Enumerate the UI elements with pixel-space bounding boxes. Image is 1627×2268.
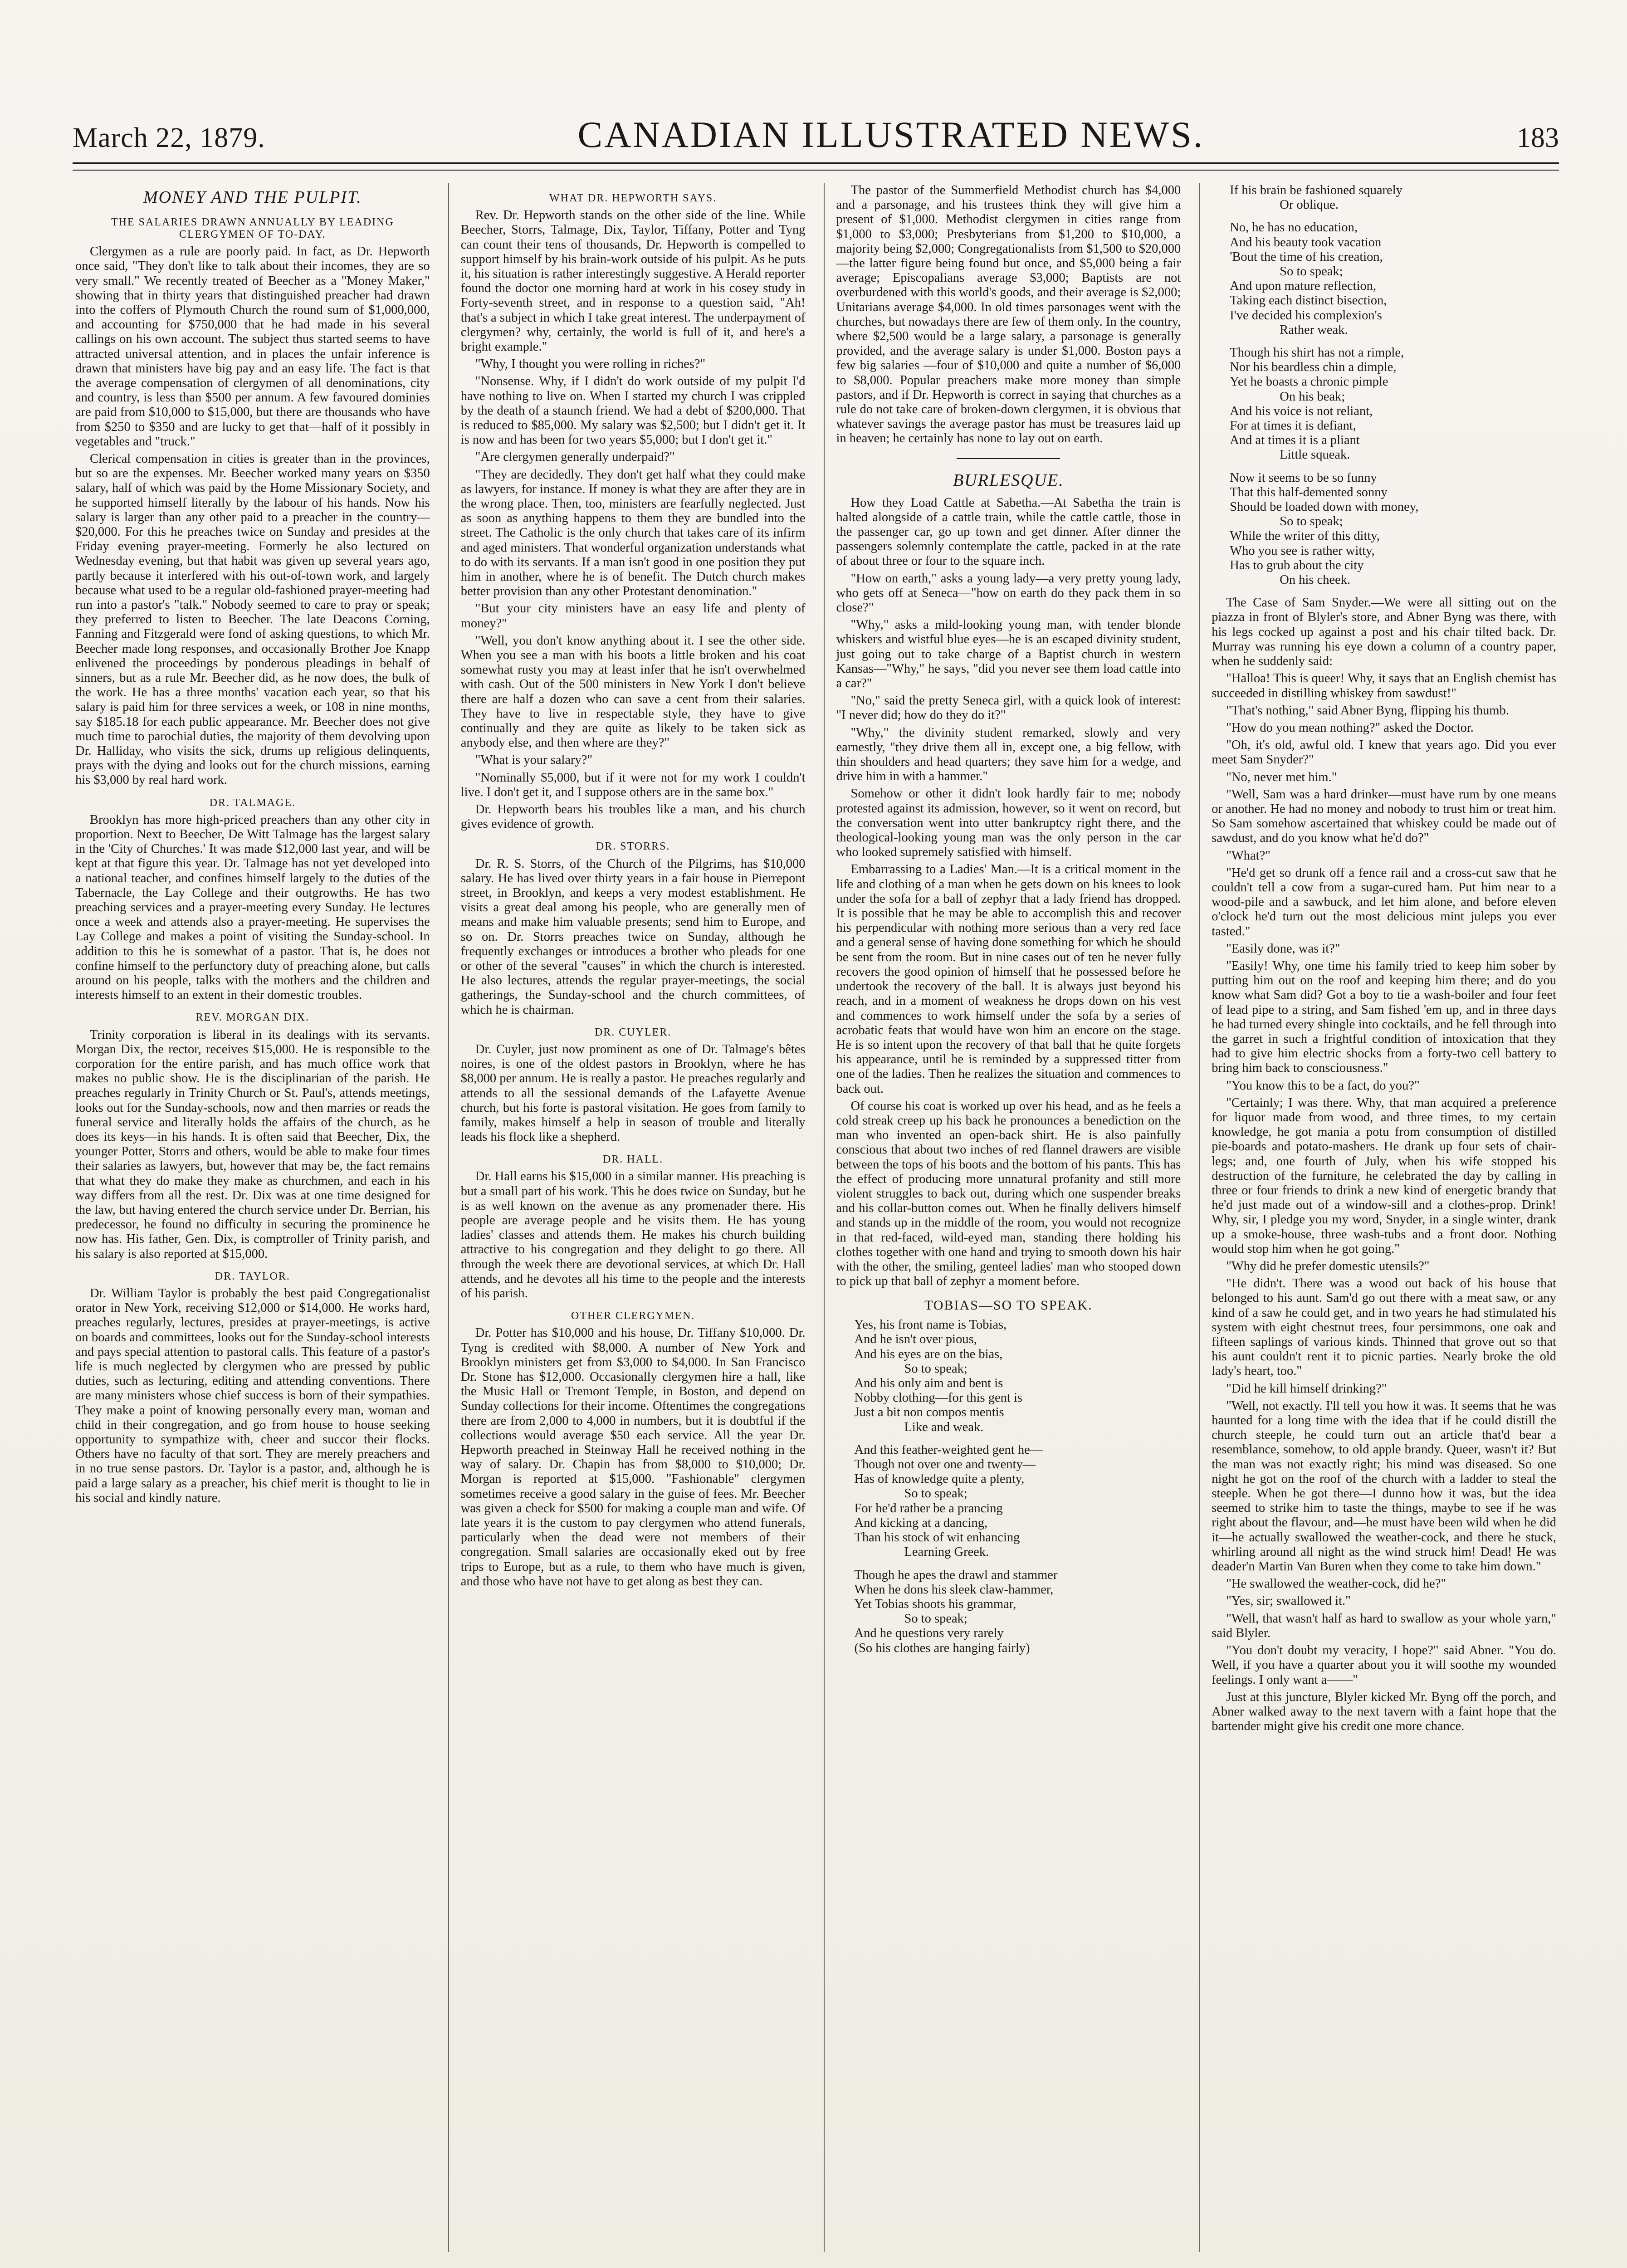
section-subhead: OTHER CLERGYMEN. bbox=[571, 1310, 695, 1322]
poem-line: On his cheek. bbox=[1280, 573, 1351, 587]
poem-line: Like and weak. bbox=[904, 1420, 984, 1434]
paragraph: Dr. R. S. Storrs, of the Church of the Pilgrims, has $10,000 salary. He has lived over thirty years in a fair house in Pierrepont street, in Brooklyn, and keeps a very modest establishment. He visits a great deal among his people, who are generally men of means and make him valuable presents; send him to Europe, and so on. Dr. Storrs preaches twice on Sunday, although he frequently exchanges or introduces a brother who pleads for one or other of the several "causes" in which the church is interested. He also lectures, attends the regular prayer-meetings, the social gatherings, the Sunday-school and the church committees, of which he is chairman. bbox=[460, 856, 806, 1017]
paragraph: Brooklyn has more high-priced preachers than any other city in proportion. Next to Beecher, De Witt Talmage has the largest salary in the 'City of Churches.' It was made $12,000 last year, and will be kept at that figure this year. Dr. Talmage has not yet developed into a national teacher, and confines himself largely to the duties of the Tabernacle, the Lay College and their outgrowths. He has two preaching services and a prayer-meeting every Sunday. He lectures once a week and attends also a prayer-meeting. He supervises the Lay College and makes a point of visiting the Sunday-school. In addition to this he is somewhat of a pastor. That is, he does not confine himself to the perfunctory duty of preaching alone, but calls around on his people, talks with the mothers and the children and interests himself to an extent in their domestic troubles. bbox=[75, 812, 430, 1002]
paragraph: "But your city ministers have an easy life and plenty of money?" bbox=[460, 601, 806, 631]
paragraph: "Halloa! This is queer! Why, it says that an English chemist has succeeded in distilling whiskey from sawdust!" bbox=[1212, 671, 1556, 700]
poem-line: And kicking at a dancing, bbox=[854, 1515, 988, 1530]
paragraph: "You know this to be a fact, do you?" bbox=[1226, 1078, 1420, 1093]
paragraph-group bbox=[461, 857, 806, 1017]
paragraph-group bbox=[461, 208, 806, 831]
poem-line: Though his shirt has not a rimple, bbox=[1230, 346, 1404, 360]
paragraph: "How on earth," asks a young lady—a very pretty young lady, who gets off at Seneca—"how on earth do they pack them in so close?" bbox=[836, 571, 1181, 615]
section-subhead: DR. TALMAGE. bbox=[209, 797, 296, 809]
paragraph: "Did he kill himself drinking?" bbox=[1226, 1381, 1387, 1396]
paragraph: "That's nothing," said Abner Byng, flipping his thumb. bbox=[1226, 703, 1509, 718]
paragraph-group bbox=[836, 183, 1181, 446]
paragraph-group bbox=[836, 496, 1181, 1289]
paragraph: Dr. Hall earns his $15,000 in a similar manner. His preaching is but a small part of his work. This he does twice on Sunday, but he is as well known on the avenue as any promenader there. His people are average people and he visits them. He has young ladies' classes and attends them. He makes his church building attractive to his congregation and they delight to go there. All through the week there are devotional services, at which Dr. Hall attends, and he devotes all his time to the people and the interests of his parish. bbox=[460, 1169, 806, 1301]
section-subhead: DR. HALL. bbox=[602, 1154, 664, 1166]
poem-line: Nor his beardless chin a dimple, bbox=[1230, 360, 1397, 375]
paragraph: "No," said the pretty Seneca girl, with a quick look of interest: "I never did; how do they do it?" bbox=[836, 694, 1181, 723]
paragraph: Dr. Hepworth bears his troubles like a man, and his church gives evidence of growth. bbox=[460, 802, 806, 831]
paragraph-group bbox=[75, 244, 430, 788]
poem-line: And his voice is not reliant, bbox=[1230, 404, 1373, 418]
section-subhead: DR. CUYLER. bbox=[594, 1026, 672, 1038]
paragraph: "Why," the divinity student remarked, slowly and very earnestly, "they drive them all in, except one, a big fellow, with thin shoulders and head quarters; they save him for a wedge, and drive him in with a hammer." bbox=[836, 725, 1181, 784]
paragraph-group bbox=[75, 1286, 430, 1505]
paragraph: "They are decidedly. They don't get half what they could make as lawyers, for instance. If money is what they are after they are in the wrong place. Then, too, ministers are fearfully neglected. Just as soon as anything happens to them they are bundled into the street. The Catholic is the only church that takes care of its infirm and aged ministers. That wonderful organization understands what to do with its servants. If a man isn't good in one position they put him in another, where he is of benefit. The Dutch church makes better provision than any other Protestant denomination." bbox=[460, 467, 806, 599]
stanza-gap bbox=[1230, 212, 1556, 220]
paragraph: "He'd get so drunk off a fence rail and a cross-cut saw that he couldn't tell a cow from a sugar-cured ham. Put him near to a wood-pile and a sawbuck, and let him alone, and before eleven o'clock he'd turn out the most delicious mint juleps you ever tasted." bbox=[1212, 865, 1556, 938]
poem-line: No, he has no education, bbox=[1230, 220, 1358, 235]
paragraph: "No, never met him." bbox=[1226, 770, 1337, 784]
poem-line: (So his clothes are hanging fairly) bbox=[854, 1641, 1030, 1655]
column-4 bbox=[1199, 183, 1559, 2252]
stanza-gap bbox=[1230, 337, 1556, 346]
paragraph: "Oh, it's old, awful old. I knew that years ago. Did you ever meet Sam Snyder?" bbox=[1212, 738, 1556, 767]
paragraph: "Well, you don't know anything about it. I see the other side. When you see a man with his boots a little broken and his coat somewhat rusty you may at least infer that he isn't overwhelmed with cash. Out of the 500 ministers in New York I don't believe there are half a dozen who can save a cent from their salaries. They have to live in respectable style, they have to give continually and they are quite as likely to be taken sick as anybody else, and then where are they?" bbox=[460, 633, 806, 750]
paragraph: "Well, that wasn't half as hard to swallow as your whole yarn," said Blyler. bbox=[1212, 1611, 1556, 1640]
paragraph: "He swallowed the weather-cock, did he?" bbox=[1226, 1577, 1446, 1591]
column-1 bbox=[73, 183, 433, 2252]
poem-line: 'Bout the time of his creation, bbox=[1230, 249, 1383, 264]
paragraph: "How do you mean nothing?" asked the Doctor. bbox=[1226, 720, 1474, 735]
paragraph: "Nominally $5,000, but if it were not for my work I couldn't live. I don't get it, and I suppose others are in the same box." bbox=[460, 770, 806, 799]
paragraph: "Are clergymen generally underpaid?" bbox=[475, 450, 675, 464]
section-subhead: REV. MORGAN DIX. bbox=[195, 1012, 309, 1024]
poem-title: TOBIAS—SO TO SPEAK. bbox=[924, 1298, 1093, 1313]
poem-line: And his eyes are on the bias, bbox=[854, 1347, 1003, 1361]
paragraph: "Certainly; I was there. Why, that man acquired a preference for liquor made from wood, and three times, to my certain knowledge, he got mania a potu from consumption of distilled pie-boards and potato-mashers. He drank up four sets of chair-legs; and, one fourth of July, when his wife stopped his destruction of the furniture, he celebrated the day by calling in three or four friends to drink a new kind of energetic brandy that he'd just made out of a window-sill and a clothes-prop. Drink! Why, sir, I pledge you my word, Snyder, in a single winter, drank up a smoke-house, three wash-tubs and a front door. Nothing would stop him when he got going." bbox=[1212, 1095, 1556, 1256]
poem-line: That this half-demented sonny bbox=[1230, 485, 1388, 499]
poem-line: Than his stock of wit enhancing bbox=[854, 1530, 1020, 1545]
poem-line: Taking each distinct bisection, bbox=[1230, 293, 1387, 308]
column-2 bbox=[448, 183, 808, 2252]
poem-line: So to speak; bbox=[1280, 514, 1343, 529]
poem-line: And he isn't over pious, bbox=[854, 1332, 977, 1347]
paragraph-group bbox=[461, 1169, 806, 1301]
page-number: 183 bbox=[1516, 122, 1559, 153]
poem-verses bbox=[836, 1318, 1181, 1655]
masthead-rule bbox=[73, 162, 1559, 171]
poem-line: Yet he boasts a chronic pimple bbox=[1230, 375, 1388, 389]
poem-line: Who you see is rather witty, bbox=[1230, 543, 1375, 558]
poem-line: While the writer of this ditty, bbox=[1230, 529, 1380, 543]
paragraph: "Easily! Why, one time his family tried to keep him sober by putting him out on the roof and keeping him there; and do you know what Sam did? Got a boy to tie a wash-boiler and four feet of lead pipe to a string, and Sam fished 'em up, and in three days he had turned every shingle into cocktails, and he fell through into the garret in such a frightful condition of intoxication that they had to give him electric shocks from a forty-two cell battery to bring him back to consciousness." bbox=[1212, 958, 1556, 1075]
paragraph: "You don't doubt my veracity, I hope?" said Abner. "You do. Well, if you have a quarter about you it will soothe my wounded feelings. I only want a——" bbox=[1212, 1643, 1556, 1687]
poem-line: Learning Greek. bbox=[904, 1545, 989, 1559]
paragraph: Rev. Dr. Hepworth stands on the other side of the line. While Beecher, Storrs, Talmage, Dix, Taylor, Tiffany, Potter and Tyng can count their tens of thousands, Dr. Hepworth is compelled to support himself by his brain-work outside of his pulpit. As he puts it, his situation is rather interestingly suggestive. A Herald reporter found the doctor one morning hard at work in his cosey study in Forty-seventh street, and in response to a question said, "Ah! that's a subject in which I take great interest. The underpayment of clergymen? why, certainly, the world is full of it, and here's a bright example." bbox=[460, 208, 806, 354]
paragraph: The pastor of the Summerfield Methodist church has $4,000 and a parsonage, and his trustees think they will give him a present of $1,000. Methodist clergymen in cities range from $1,000 to $3,000; Presbyterians from $1,200 to $10,000, a majority being $2,000; Congregationalists from $1,500 to $20,000—the latter figure being found but once, and $5,000 being a fair average; Episcopalians average $3,000; Baptists are not overburdened with this world's goods, and their average is $2,000; Unitarians average $4,000. In old times parsonages went with the churches, but nowadays there are few of them only. In the country, where $2,500 would be a large salary, a parsonage is generally provided, and the average salary is under $1,000. Boston pays a few big salaries —four of $10,000 and quite a number of $6,000 to $8,000. Popular preachers make more money than simple pastors, and if Dr. Hepworth is correct in saying that churches as a rule do not take care of broken-down clergymen, it is obvious that whatever savings the average pastor has must be treasures laid up in heaven; he certainly has none to lay out on earth. bbox=[836, 183, 1181, 446]
poem-line: Yes, his front name is Tobias, bbox=[854, 1318, 1007, 1332]
paragraph-group bbox=[461, 1042, 806, 1144]
article-subheading: THE SALARIES DRAWN ANNUALLY BY LEADING CLERGYMEN OF TO-DAY. bbox=[111, 216, 394, 241]
poem-line: Has of knowledge quite a plenty, bbox=[854, 1472, 1025, 1486]
paragraph: "Yes, sir; swallowed it." bbox=[1226, 1594, 1351, 1608]
masthead bbox=[73, 113, 1559, 154]
column-3 bbox=[824, 183, 1184, 2252]
paragraph: Just at this juncture, Blyler kicked Mr. Byng off the porch, and Abner walked away to the next tavern with a faint hope that the bartender might give his credit one more chance. bbox=[1212, 1690, 1556, 1734]
poem-line: On his beak; bbox=[1280, 389, 1345, 404]
poem-line: So to speak; bbox=[904, 1486, 967, 1501]
poem-line: And this feather-weighted gent he— bbox=[854, 1442, 1043, 1457]
section-subhead: WHAT DR. HEPWORTH SAYS. bbox=[549, 192, 717, 204]
poem-line: Or oblique. bbox=[1280, 198, 1339, 212]
paragraph: The Case of Sam Snyder.—We were all sitting out on the piazza in front of Blyler's store, and Abner Byng was there, with his legs cocked up against a post and his chair tilted back. Dr. Murray was running his eye down a column of a country paper, when he suddenly said: bbox=[1212, 596, 1556, 669]
poem-line: Though not over one and twenty— bbox=[854, 1457, 1036, 1472]
newspaper-title: CANADIAN ILLUSTRATED NEWS. bbox=[577, 114, 1205, 155]
poem-line: Has to grub about the city bbox=[1230, 558, 1364, 572]
poem-line: Little squeak. bbox=[1280, 448, 1350, 462]
paragraph: Clerical compensation in cities is greater than in the provinces, but so are the expenses. Mr. Beecher worked many years on $350 salary, half of which was paid by the Home Missionary Society, and he supported himself literally by the labour of his hands. Now his salary is larger than any other paid to a preacher in the country—$20,000. For this he preaches twice on Sunday and presides at the Friday evening prayer-meeting. Formerly he also lectured on Wednesday evening, but that habit was given up several years ago, partly because it interfered with his out-of-town work, and largely because what used to be a regular old-fashioned prayer-meeting had run into a pastor's "talk." Nobody seemed to care to pray or speak; they preferred to listen to Beecher. The late Deacons Corning, Fanning and Fitzgerald were fond of asking questions, to which Mr. Beecher made long responses, and occasionally Brother Joe Knapp enlivened the proceedings by ponderous pleadings in behalf of sinners, but as a rule Mr. Beecher did, as he now does, the bulk of the work. He has a three months' vacation each year, so that his salary is paid him for three services a week, or 108 in nine months, say $185.18 for each public appearance. Mr. Beecher does not give much time to parochial duties, the majority of them devolving upon Dr. Halliday, who visits the sick, drums up religious delinquents, prays with the dying and looks out for the church missions, earning his $3,000 by real hard work. bbox=[75, 452, 430, 787]
paragraph: "What?" bbox=[1226, 848, 1270, 863]
poem-line: So to speak; bbox=[1280, 264, 1343, 279]
paragraph: "Well, not exactly. I'll tell you how it was. It seems that he was haunted for a long time with the idea that if he could distill the church steeple, he could turn out an article that'd bear a resemblance, somehow, to old apple brandy. Queer, wasn't it? But the man was not exactly right; his mind was diseased. So one night he got on the roof of the church with a ladder to steal the steeple. When he got there—I dunno how it was, but the idea seemed to strike him to taste the things, maybe to see if he was right about the flavour, and—he must have been wild when he did it—he actually swallowed the weather-cock, and there he stuck, whirling around all night as the wind struck him! Dead! He was deader'n Martin Van Buren when they come to take him down." bbox=[1212, 1398, 1556, 1574]
poem-line: When he dons his sleek claw-hammer, bbox=[854, 1582, 1054, 1597]
paragraph: Dr. Potter has $10,000 and his house, Dr. Tiffany $10,000. Dr. Tyng is credited with $8,000. A number of New York and Brooklyn ministers get from $3,000 to $4,000. In San Francisco Dr. Stone has $12,000. Occasionally clergymen hire a hall, like the Music Hall or Tremont Temple, in Boston, and depend on Sunday collections for their income. Oftentimes the congregations there are from 2,000 to 4,000 in numbers, but it is doubtful if the collections would average $50 each service. All the year Dr. Hepworth preached in Steinway Hall he received nothing in the way of salary. Dr. Chapin has from $8,000 to $10,000; Dr. Morgan is reported at $15,000. "Fashionable" clergymen sometimes receive a good salary in the guise of fees. Mr. Beecher was given a check for $500 for making a couple man and wife. Of late years it is the custom to pay clergymen who attend funerals, particularly when the dead were not members of their congregation. Small salaries are occasionally eked out by free trips to Europe, but as a rule, to them who have much is given, and those who have not have to get along as best they can. bbox=[460, 1326, 806, 1589]
section-subhead: DR. STORRS. bbox=[596, 841, 670, 853]
poem-line: Just a bit non compos mentis bbox=[854, 1405, 1004, 1420]
poem-line: Should be loaded down with money, bbox=[1230, 500, 1419, 514]
paragraph: Embarrassing to a Ladies' Man.—It is a critical moment in the life and clothing of a man when he gets down on his knees to look under the sofa for a ball of zephyr that a lady friend has dropped. It is possible that he may be able to accomplish this and recover his perpendicular with nothing more serious than a very red face and a general sense of having done something for which he should be sent from the room. But in nine cases out of ten he never fully recovers the good opinion of himself that he possessed before he undertook the recovery of the ball. It is always just beyond his reach, and in a moment of weakness he drops down on his vest and commences to work himself under the sofa by a series of acrobatic feats that would have won him an encore on the stage. He is so intent upon the recovery of that ball that he quite forgets his appearance, until he is reminded by a suppressed titter from one of the ladies. Then he realizes the situation and commences to back out. bbox=[836, 862, 1181, 1096]
paragraph: "Why," asks a mild-looking young man, with tender blonde whiskers and wistful blue eyes—he is an escaped divinity student, just going out to take charge of a Baptist church in western Kansas—"Why," he says, "did you never see them load cattle into a car?" bbox=[836, 618, 1181, 691]
poem-line: I've decided his complexion's bbox=[1230, 308, 1382, 323]
paragraph: "What is your salary?" bbox=[475, 753, 593, 767]
stanza-gap bbox=[1230, 463, 1556, 471]
paragraph: "Nonsense. Why, if I didn't do work outside of my pulpit I'd have nothing to live on. When I started my church I was crippled by the death of a staunch friend. We had a debt of $200,000. That is reduced to $85,000. My salary was $2,500; but I didn't get it. It is now and has been for two years $5,000; but I don't get it." bbox=[460, 374, 806, 447]
paragraph: Somehow or other it didn't look hardly fair to me; nobody protested against its admission, however, so it went on record, but the conversation went into utter bankruptcy right there, and the theological-looking young man was the only person in the car who looked supremely satisfied with himself. bbox=[836, 787, 1181, 860]
poem-line: Though he apes the drawl and stammer bbox=[854, 1568, 1058, 1582]
stanza-gap bbox=[855, 1435, 1181, 1443]
paragraph: "Why, I thought you were rolling in riches?" bbox=[475, 357, 706, 371]
issue-date: March 22, 1879. bbox=[73, 122, 265, 153]
poem-line: And at times it is a pliant bbox=[1230, 433, 1360, 448]
paragraph-group bbox=[1212, 596, 1556, 1734]
poem-line: And his only aim and bent is bbox=[854, 1376, 1003, 1391]
paragraph-group bbox=[75, 1028, 430, 1261]
poem-line: So to speak; bbox=[904, 1612, 967, 1626]
poem-line: For at times it is defiant, bbox=[1230, 419, 1356, 433]
paragraph: Dr. William Taylor is probably the best paid Congregationalist orator in New York, receiving $12,000 or $14,000. He works hard, preaches regularly, lectures, presides at prayer-meetings, is active on boards and committees, looks out for the Sunday-school interests and pays special attention to pastoral calls. This feature of a pastor's life is much neglected by clergymen who are pressed by public duties, such as lecturing, editing and attending conventions. There are many ministers whose chief success is born of their sympathies. They make a point of knowing personally every man, woman and child in their congregation, and go from house to house seeking opportunity to sympathize with, cheer and succor their flocks. Others have no faculty of that sort. They are merely preachers and in no true sense pastors. Dr. Taylor is a pastor, and, although he is paid a large salary as a preacher, his chief merit is thought to lie in his social and kindly nature. bbox=[75, 1286, 430, 1505]
paragraph: "Why did he prefer domestic utensils?" bbox=[1226, 1259, 1430, 1274]
paragraph: How they Load Cattle at Sabetha.—At Sabetha the train is halted alongside of a cattle train, while the cattle cattle, those in the passenger car, go up town and get dinner. After dinner the passengers solemnly contemplate the cattle, packed in at the rate of about three or four to the square inch. bbox=[836, 495, 1181, 568]
paragraph: Clergymen as a rule are poorly paid. In fact, as Dr. Hepworth once said, "They don't like to talk about their incomes, they are so very small." We recently treated of Beecher as a "Money Maker," showing that in thirty years that distinguished preacher had drawn into the coffers of Plymouth Church the round sum of $1,000,000, and accounting for $750,000 that he had made in his several callings on his own account. The subject thus started seems to have attracted universal attention, and in places the unfair inference is drawn that ministers have big pay and an easy life. The fact is that the average compensation of clergymen of all denominations, city and country, is less than $500 per annum. A few favoured dominies are paid from $10,000 to $15,000, but there are thousands who have from $250 to $350 and are lucky to get that—half of it possibly in vegetables and "truck." bbox=[75, 244, 430, 449]
poem-line: Yet Tobias shoots his grammar, bbox=[854, 1597, 1016, 1611]
paragraph-group bbox=[75, 813, 430, 1003]
poem-verses bbox=[1212, 183, 1556, 587]
paragraph: "Easily done, was it?" bbox=[1226, 941, 1340, 956]
poem-line: So to speak; bbox=[904, 1361, 967, 1376]
poem-line: Rather weak. bbox=[1280, 323, 1348, 337]
poem-line: For he'd rather be a prancing bbox=[854, 1501, 1003, 1515]
poem-line: And his beauty took vacation bbox=[1230, 235, 1382, 249]
columns bbox=[73, 183, 1559, 2252]
paragraph: Of course his coat is worked up over his head, and as he feels a cold streak creep up his back he pronounces a benediction on the man who invented an open-back shirt. He is also painfully conscious that about two inches of red flannel drawers are visible between the tops of his boots and the bottom of his pants. This has the effect of producing more unnatural profanity and still more violent struggles to back out, during which one suspender breaks and his collar-button comes out. When he finally delivers himself and stands up in the middle of the room, you would not recognize in that red-faced, wild-eyed man, standing there holding his clothes together with one hand and trying to smooth down his hair with the other, the smiling, genteel ladies' man who stooped down to pick up that ball of zephyr a moment before. bbox=[836, 1099, 1181, 1289]
paragraph-group bbox=[461, 1326, 806, 1589]
section-divider bbox=[957, 458, 1060, 459]
section-subhead: DR. TAYLOR. bbox=[215, 1270, 290, 1282]
stanza-gap bbox=[855, 1560, 1181, 1568]
poem-line: And he questions very rarely bbox=[854, 1626, 1004, 1641]
paragraph: Trinity corporation is liberal in its dealings with its servants. Morgan Dix, the rector, receives $15,000. He is responsible to the corporation for the entire parish, and has much office work that makes no public show. He is the disciplinarian of the parish. He preaches regularly in Trinity Church or St. Paul's, attends meetings, looks out for the Sunday-schools, now and then marries or reads the funeral service and literally holds the affairs of the church, as he does its keys—in his hands. It is often said that Beecher, Dix, the younger Potter, Storrs and others, would be able to make four times their salaries as lawyers, but, however that may be, the fact remains that what they do make they make as churchmen, and each in his way differs from all the rest. Dr. Dix was at one time designed for the law, but having entered the church service under Dr. Berrian, his predecessor, he found no difficulty in securing the prominence he now has. His father, Gen. Dix, is comptroller of Trinity parish, and his salary is also reported at $15,000. bbox=[75, 1027, 430, 1261]
article-heading: MONEY AND THE PULPIT. bbox=[143, 188, 362, 207]
poem-line: And upon mature reflection, bbox=[1230, 279, 1377, 293]
paragraph: Dr. Cuyler, just now prominent as one of Dr. Talmage's bêtes noires, is one of the oldest pastors in Brooklyn, where he has $8,000 per annum. He is really a pastor. He preaches regularly and attends to all the sessional demands of the Lafayette Avenue church, but his forte is pastoral visitation. He goes from family to family, makes himself a help in season of trouble and literally leads his flock like a shepherd. bbox=[460, 1042, 806, 1144]
paragraph: "He didn't. There was a wood out back of his house that belonged to his aunt. Sam'd go out there with a meat saw, or any kind of a saw he could get, and in two years he had stimulated his system with eight chestnut trees, four persimmons, one oak and fifteen saplings of various kinds. Thinned that grove out so that his aunt couldn't rent it to picnic parties. Nearly broke the old lady's heart, too." bbox=[1212, 1276, 1556, 1378]
poem-line: Now it seems to be so funny bbox=[1230, 470, 1377, 485]
section-heading: BURLESQUE. bbox=[953, 470, 1064, 490]
poem-line: If his brain be fashioned squarely bbox=[1230, 183, 1402, 197]
poem-line: Nobby clothing—for this gent is bbox=[854, 1391, 1022, 1405]
paragraph: "Well, Sam was a hard drinker—must have rum by one means or another. He had no money and nobody to trust him or treat him. So Sam somehow ascertained that whiskey could be made out of sawdust, and do you know what he'd do?" bbox=[1212, 787, 1556, 846]
